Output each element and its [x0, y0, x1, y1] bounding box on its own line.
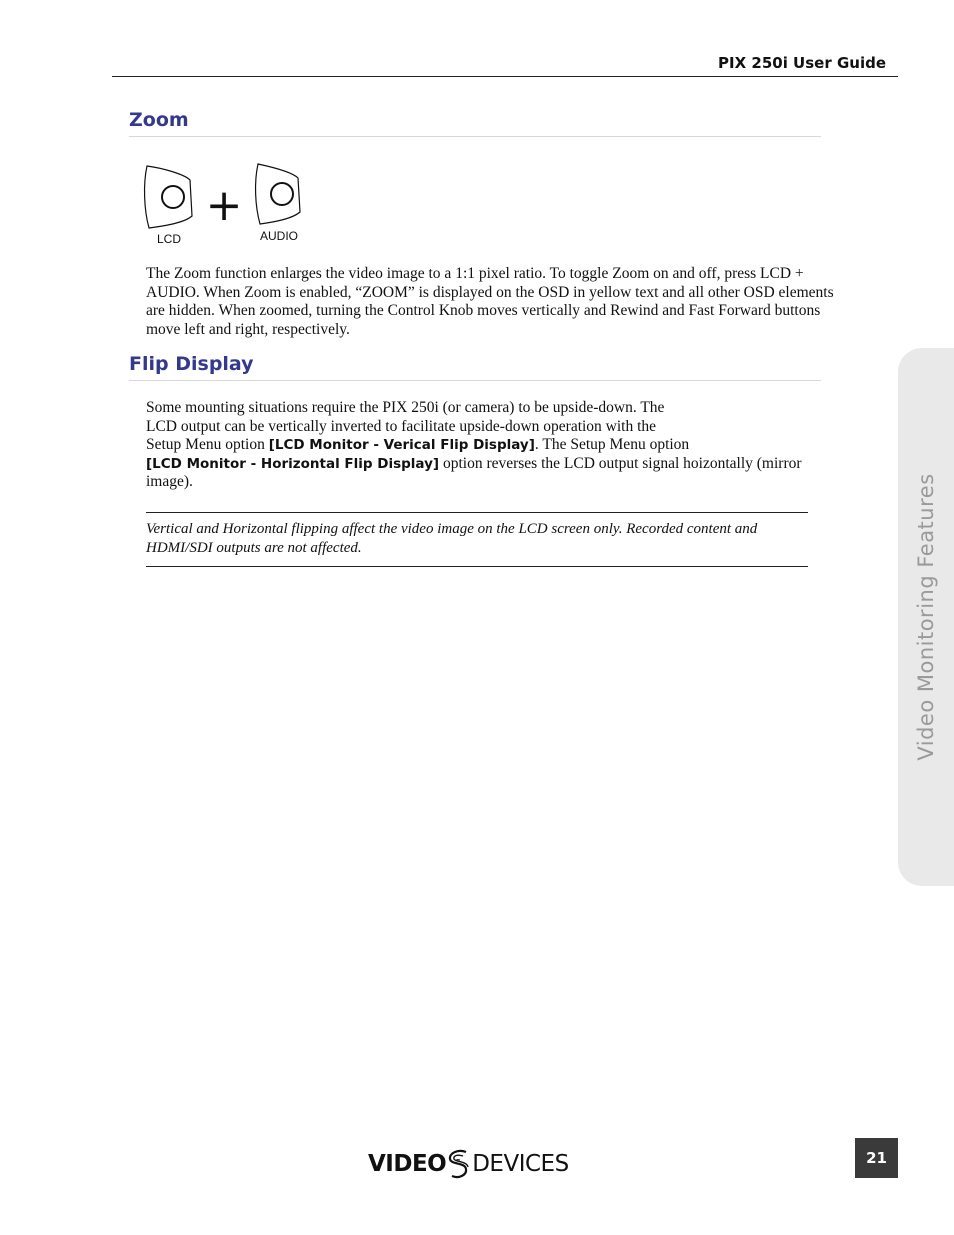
header-title: PIX 250i User Guide	[718, 54, 886, 72]
zoom-heading: Zoom	[129, 109, 189, 131]
flip-paragraph	[146, 399, 836, 492]
logo-text-video: VIDEO	[368, 1151, 447, 1177]
zoom-heading-rule	[129, 136, 821, 137]
logo-swirl-icon	[446, 1148, 472, 1180]
chapter-side-tab-label: Video Monitoring Features	[914, 473, 938, 761]
flip-heading-rule	[129, 380, 821, 381]
logo-text-devices: DEVICES	[472, 1151, 569, 1177]
audio-button-label: AUDIO	[260, 229, 299, 243]
note-top-rule	[146, 512, 808, 513]
flip-line-1: Some mounting situations require the PIX 250i (or camera) to be upside-down. The	[146, 399, 665, 416]
flip-heading: Flip Display	[129, 353, 254, 375]
header-rule	[112, 76, 898, 77]
video-devices-logo	[368, 1148, 569, 1180]
flip-line-3-end: . The Setup Menu option	[534, 436, 690, 454]
zoom-paragraph: The Zoom function enlarges the video image to a 1:1 pixel ratio. To toggle Zoom on and off, press LCD + AUDIO. When Zoom is enabled, “ZOOM” is displayed on the OSD in yellow text and all other OSD elements are hidden. When zoomed, turning the Control Knob moves vertically and Rewind and Fast Forward buttons move left and right, respectively.	[146, 265, 834, 338]
vertical-flip-menu-option: [LCD Monitor - Verical Flip Display]	[268, 437, 535, 454]
flip-line-4-end: option reverses the LCD output signal hoizontally (mirror image).	[146, 454, 802, 491]
flip-note: Vertical and Horizontal flipping affect the video image on the LCD screen only. Recorded content and HDMI/SDI outputs are not affected.	[146, 521, 758, 556]
flip-line-3-start: Setup Menu option	[146, 436, 269, 454]
lcd-button-label: LCD	[157, 232, 182, 246]
page-number: 21	[855, 1138, 898, 1178]
horizontal-flip-menu-option: [LCD Monitor - Horizontal Flip Display]	[146, 455, 440, 472]
plus-sign: +	[205, 180, 243, 231]
lcd-button-icon	[145, 166, 192, 228]
flip-line-2: LCD output can be vertically inverted to facilitate upside-down operation with the	[146, 417, 657, 435]
audio-button-icon	[256, 164, 300, 224]
lcd-audio-buttons-illustration	[140, 160, 310, 250]
note-bottom-rule	[146, 566, 808, 567]
